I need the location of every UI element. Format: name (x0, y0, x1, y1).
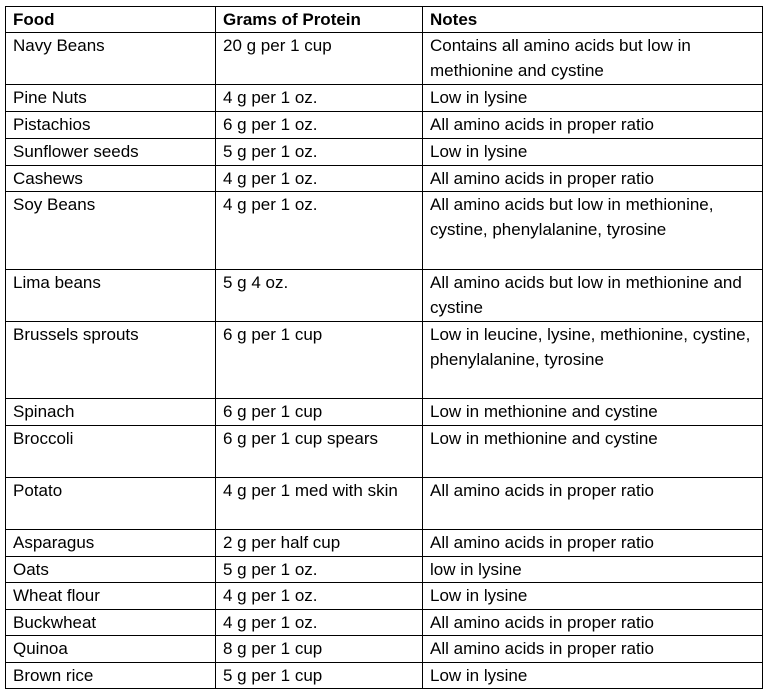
protein-cell: 6 g per 1 cup (216, 322, 423, 399)
protein-cell: 6 g per 1 cup spears (216, 426, 423, 478)
protein-cell: 5 g per 1 oz. (216, 139, 423, 166)
notes-cell: Low in lysine (423, 85, 763, 112)
header-notes: Notes (423, 7, 763, 33)
table-row (6, 426, 763, 478)
notes-cell: low in lysine (423, 557, 763, 583)
table-row (6, 85, 763, 112)
notes-cell: All amino acids in proper ratio (423, 112, 763, 139)
food-cell: Brussels sprouts (6, 322, 216, 399)
table-row (6, 139, 763, 166)
notes-cell: All amino acids in proper ratio (423, 530, 763, 557)
protein-cell: 8 g per 1 cup (216, 636, 423, 663)
table-row (6, 399, 763, 426)
table-row (6, 33, 763, 85)
protein-cell: 4 g per 1 oz. (216, 166, 423, 192)
protein-table (5, 6, 763, 689)
protein-cell: 4 g per 1 oz. (216, 192, 423, 270)
table-row (6, 112, 763, 139)
food-cell: Buckwheat (6, 610, 216, 636)
food-cell: Spinach (6, 399, 216, 426)
table-row (6, 557, 763, 583)
notes-cell: Low in lysine (423, 583, 763, 610)
protein-cell: 4 g per 1 oz. (216, 85, 423, 112)
notes-cell: All amino acids in proper ratio (423, 166, 763, 192)
protein-cell: 5 g 4 oz. (216, 270, 423, 322)
food-cell: Pine Nuts (6, 85, 216, 112)
table-row (6, 610, 763, 636)
food-cell: Brown rice (6, 663, 216, 689)
food-cell: Cashews (6, 166, 216, 192)
header-grams-of-protein: Grams of Protein (216, 7, 423, 33)
protein-cell: 5 g per 1 oz. (216, 557, 423, 583)
food-cell: Potato (6, 478, 216, 530)
header-food: Food (6, 7, 216, 33)
protein-cell: 2 g per half cup (216, 530, 423, 557)
protein-cell: 6 g per 1 cup (216, 399, 423, 426)
protein-cell: 20 g per 1 cup (216, 33, 423, 85)
notes-cell: All amino acids but low in methionine, cystine, phenylalanine, tyrosine (423, 192, 763, 270)
notes-cell: Low in methionine and cystine (423, 399, 763, 426)
table-row (6, 192, 763, 270)
notes-cell: All amino acids in proper ratio (423, 478, 763, 530)
notes-cell: Low in lysine (423, 139, 763, 166)
food-cell: Asparagus (6, 530, 216, 557)
header-row (6, 7, 763, 33)
table-row (6, 583, 763, 610)
food-cell: Broccoli (6, 426, 216, 478)
notes-cell: All amino acids but low in methionine and cystine (423, 270, 763, 322)
notes-cell: All amino acids in proper ratio (423, 610, 763, 636)
notes-cell: Contains all amino acids but low in methionine and cystine (423, 33, 763, 85)
food-cell: Lima beans (6, 270, 216, 322)
food-cell: Quinoa (6, 636, 216, 663)
protein-cell: 6 g per 1 oz. (216, 112, 423, 139)
protein-cell: 4 g per 1 med with skin (216, 478, 423, 530)
table-row (6, 636, 763, 663)
food-cell: Wheat flour (6, 583, 216, 610)
protein-cell: 5 g per 1 cup (216, 663, 423, 689)
food-cell: Oats (6, 557, 216, 583)
notes-cell: Low in lysine (423, 663, 763, 689)
table-row (6, 663, 763, 689)
protein-cell: 4 g per 1 oz. (216, 583, 423, 610)
food-cell: Sunflower seeds (6, 139, 216, 166)
protein-cell: 4 g per 1 oz. (216, 610, 423, 636)
notes-cell: Low in leucine, lysine, methionine, cystine, phenylalanine, tyrosine (423, 322, 763, 399)
food-cell: Soy Beans (6, 192, 216, 270)
table-row (6, 270, 763, 322)
notes-cell: Low in methionine and cystine (423, 426, 763, 478)
table-row (6, 530, 763, 557)
food-cell: Navy Beans (6, 33, 216, 85)
notes-cell: All amino acids in proper ratio (423, 636, 763, 663)
table-row (6, 322, 763, 399)
table-row (6, 478, 763, 530)
food-cell: Pistachios (6, 112, 216, 139)
table-row (6, 166, 763, 192)
